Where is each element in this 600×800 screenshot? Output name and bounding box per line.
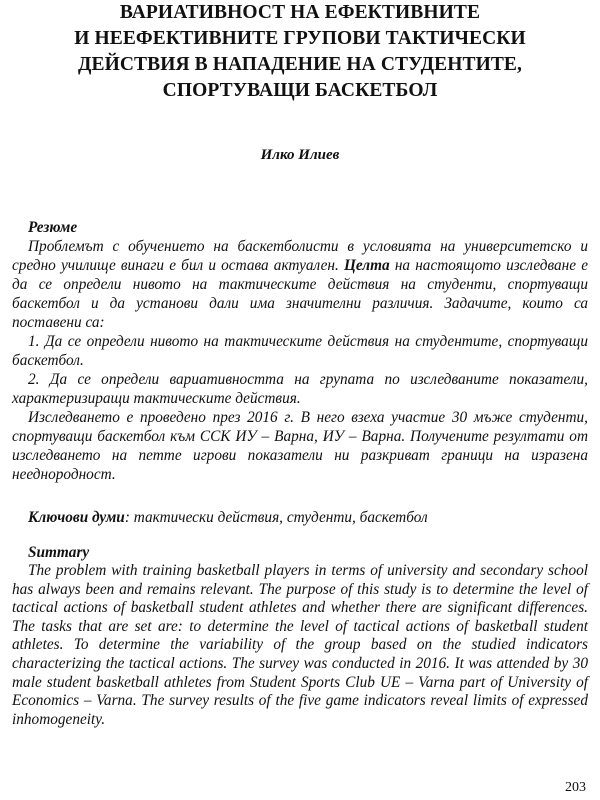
title-line: ВАРИАТИВНОСТ НА ЕФЕКТИВНИТЕ (119, 2, 481, 23)
title-line: И НЕЕФЕКТИВНИТЕ ГРУПОВИ ТАКТИЧЕСКИ (74, 28, 526, 49)
resume-text: Проблемът с обучението на баскетболисти в условията на университетско и средно училище винаги е бил и остава актуален. (12, 238, 588, 274)
resume-paragraph (12, 237, 588, 332)
paper-title (20, 0, 580, 104)
title-line: СПОРТУВАЩИ БАСКЕТБОЛ (162, 80, 438, 101)
summary-text: The problem with training basketball players in terms of university and secondary school has always been and remains relevant. The purpose of this study is to determine the level of tactical actions of basketball student athletes and whether there are significant differences. The tasks that are set are: to determine the level of tactical actions of basketball student athletes. To determine the variability of the group based on the studied indicators characterizing the tactical actions. The survey was conducted in 2016. It was attended by 30 male student basketball athletes from Student Sports Club UE – Varna part of University of Economics – Varna. The survey results of the five game indicators reveal limits of expressed inhomogeneity. (12, 562, 588, 728)
keywords-label: Ключови думи (28, 509, 125, 526)
summary-section (12, 543, 588, 729)
resume-paragraph: Изследването е проведено през 2016 г. В него взеха участие 30 мъже студенти, спортуващи баскетбол към ССК ИУ – Варна, ИУ – Варна. Получените резултати от изследването на петте игрови показатели ни разкриват граници на изразена нееднородност. (12, 409, 588, 483)
page-number: 203 (565, 780, 586, 795)
title-line: ДЕЙСТВИЯ В НАПАДЕНИЕ НА СТУДЕНТИТЕ, (77, 54, 523, 75)
resume-emphasis: Целта (343, 257, 390, 274)
resume-heading: Резюме (28, 219, 78, 236)
keywords-line (28, 508, 588, 527)
resume-section (12, 218, 588, 484)
resume-task-2: 2. Да се определи вариативността на групата по изследваните показатели, характеризиращи тактическите действия. (12, 371, 588, 407)
summary-heading: Summary (28, 544, 90, 561)
author-name: Илко Илиев (260, 147, 340, 163)
resume-task-1: 1. Да се определи нивото на тактическите действия на студентите, спортуващи баскетбол. (12, 333, 588, 369)
keywords-text: : тактически действия, студенти, баскетбол (124, 509, 428, 526)
resume-text: на настоящото изследване е да се определи нивото на тактическите действия на студенти, спортуващи баскетбол и да установи дали има значителни различия. Задачите, които са поставени са: (12, 257, 588, 331)
